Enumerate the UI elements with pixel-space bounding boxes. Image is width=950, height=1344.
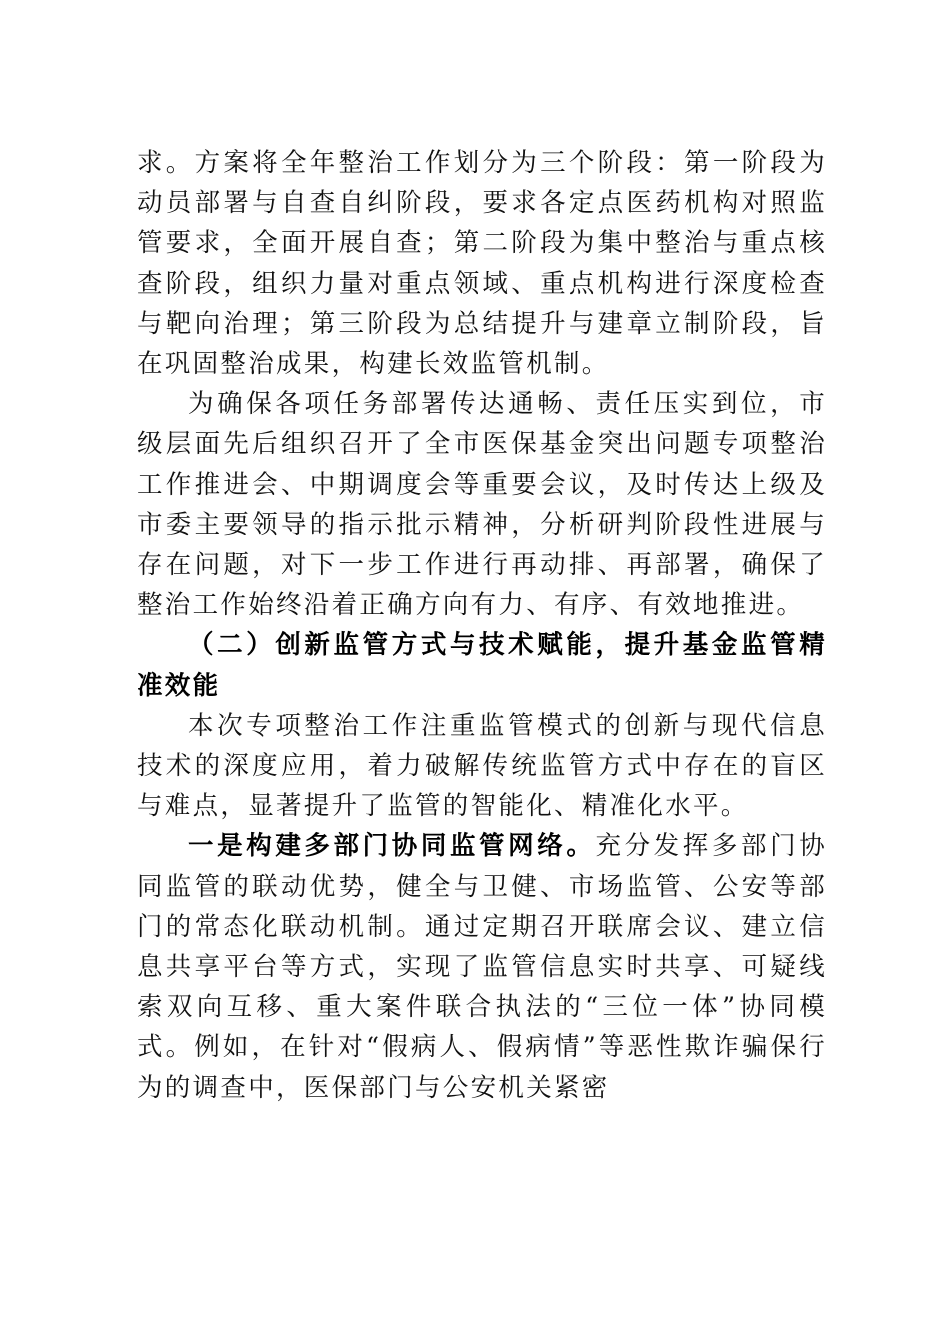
paragraph-lead-text: 一是构建多部门协同监管网络。 — [188, 831, 596, 862]
paragraph-meetings: 为确保各项任务部署传达通畅、责任压实到位，市级层面先后组织召开了全市医保基金突出问题专项整治工作推进会、中期调度会等重要会议，及时传达上级及市委主要领导的指示批示精神，分析研判阶段性进展与存在问题，对下一步工作进行再动排、再部署，确保了整治工作始终沿着正确方向有力、有序、有效地推进。 — [137, 389, 827, 621]
paragraph-collaboration — [137, 826, 827, 1107]
paragraph-innovation: 本次专项整治工作注重监管模式的创新与现代信息技术的深度应用，着力破解传统监管方式中存在的盲区与难点，显著提升了监管的智能化、精准化水平。 — [137, 710, 827, 822]
paragraph-stage-plan: 求。方案将全年整治工作划分为三个阶段：第一阶段为动员部署与自查自纠阶段，要求各定点医药机构对照监管要求，全面开展自查；第二阶段为集中整治与重点核查阶段，组织力量对重点领域、重点机构进行深度检查与靶向治理；第三阶段为总结提升与建章立制阶段，旨在巩固整治成果，构建长效监管机制。 — [137, 148, 827, 380]
section-heading-2: （二）创新监管方式与技术赋能，提升基金监管精准效能 — [137, 630, 827, 701]
paragraph-body-text: 充分发挥多部门协同监管的联动优势，健全与卫健、市场监管、公安等部门的常态化联动机制。通过定期召开联席会议、建立信息共享平台等方式，实现了监管信息实时共享、可疑线索双向互移、重大案件联合执法的“三位一体”协同模式。例如，在针对“假病人、假病情”等恶性欺诈骗保行为的调查中，医保部门与公安机关紧密 — [137, 831, 827, 1103]
document-body — [137, 143, 827, 1108]
